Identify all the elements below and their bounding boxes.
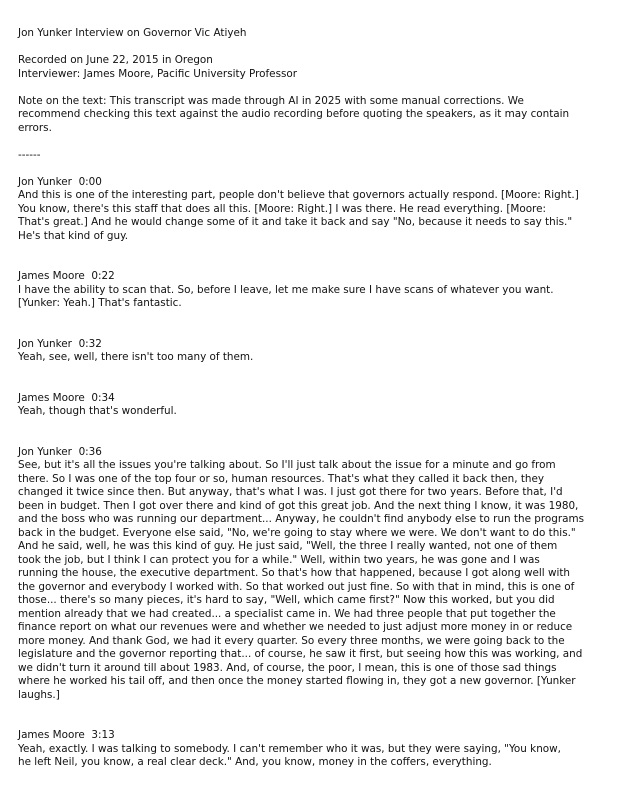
- timestamp: 0:32: [78, 337, 102, 350]
- segment-line: been in budget. Then I got over there and kind of got this great job. And the next thing I know, it was 1980,: [18, 499, 579, 512]
- recorded-date: Recorded on June 22, 2015 in Oregon: [18, 54, 213, 66]
- speaker-heading: [18, 270, 608, 284]
- segment-line: laughs.]: [18, 688, 60, 701]
- timestamp: 3:13: [91, 729, 115, 741]
- transcript-segment: [18, 392, 608, 419]
- segment-line: And he said, well, he was this kind of guy. He just said, "Well, the three I really wanted, not one of them: [18, 540, 558, 552]
- speaker-name: Jon Yunker: [18, 337, 72, 350]
- timestamp: 0:34: [91, 391, 115, 404]
- segment-line: finance report on what our revenues were and whether we needed to just adjust more money in or reduce: [18, 621, 573, 633]
- speaker-heading: [18, 176, 608, 190]
- segment-line: we didn't turn it around till about 1983. And, of course, the poor, I mean, this is one of those sad things: [18, 661, 557, 674]
- segment-line: He's that kind of guy.: [18, 229, 129, 242]
- speaker-name: James Moore: [18, 270, 85, 282]
- transcript-segment: [18, 446, 608, 703]
- segment-line: and the boss who was running our department... Anyway, he couldn't find anybody else to run the programs: [18, 513, 585, 525]
- document-title: Jon Yunker Interview on Governor Vic Atiyeh: [18, 27, 247, 39]
- segment-line: changed it twice since then. But anyway, that's what I was. I just got there for two years. Before that, I'd: [18, 486, 563, 498]
- recording-info: [18, 54, 608, 81]
- note-line: errors.: [18, 121, 52, 134]
- segment-line: That's great.] And he would change some of it and take it back and say "No, because it needs to say this.": [18, 216, 573, 228]
- speaker-name: James Moore: [18, 391, 85, 404]
- segment-line: And this is one of the interesting part, people don't believe that governors actually respond. [Moore: Right.]: [18, 189, 579, 201]
- segment-line: those... there's so many pieces, it's hard to say, "Well, which came first?" Now this worked, but you did: [18, 594, 555, 606]
- segment-line: there. So I was one of the top four or so, human resources. That's what they called it back then, they: [18, 472, 545, 485]
- segment-line: legislature and the governor reporting that... of course, he saw it first, but seeing how this was working, and: [18, 648, 583, 660]
- segment-line: back in the budget. Everyone else said, "No, we're going to stay where we were. We don't want to do this.": [18, 526, 576, 539]
- speaker-heading: [18, 338, 608, 352]
- segment-line: [Yunker: Yeah.] That's fantastic.: [18, 297, 182, 309]
- speaker-heading: [18, 729, 608, 743]
- segment-line: You know, there's this staff that does all this. [Moore: Right.] I was there. He read everything. [Moore:: [18, 202, 546, 215]
- note-line: recommend checking this text against the audio recording before quoting the speakers, as it may contain: [18, 108, 570, 120]
- segment-line: mention already that we had created... a specialist came in. We had three people that put together the: [18, 607, 556, 620]
- interviewer-line: Interviewer: James Moore, Pacific University Professor: [18, 67, 298, 80]
- transcript-page: [18, 27, 608, 770]
- transcript-segment: [18, 176, 608, 244]
- segment-line: he left Neil, you know, a real clear deck." And, you know, money in the coffers, everything.: [18, 756, 492, 768]
- speaker-name: Jon Yunker: [18, 445, 72, 458]
- segment-line: Yeah, exactly. I was talking to somebody. I can't remember who it was, but they were saying, "You know,: [18, 742, 561, 755]
- segment-line: where he worked his tail off, and then once the money started flowing in, they got a new governor. [Yunker: [18, 675, 576, 687]
- timestamp: 0:36: [78, 445, 102, 458]
- segment-line: took the job, but I think I can protect you for a while." Well, within two years, he was gone and I was: [18, 553, 540, 566]
- segment-line: running the house, the executive department. So that's how that happened, because I got along well with: [18, 567, 571, 579]
- speaker-name: James Moore: [18, 729, 85, 741]
- transcript-segment: [18, 270, 608, 311]
- segment-line: the governor and everybody I worked with. So that worked out just fine. So with that in mind, this is one of: [18, 580, 575, 593]
- separator: [18, 149, 608, 163]
- timestamp: 0:00: [78, 175, 102, 188]
- segment-line: Yeah, though that's wonderful.: [18, 405, 177, 417]
- segment-line: I have the ability to scan that. So, before I leave, let me make sure I have scans of whatever you want.: [18, 283, 554, 296]
- transcript-segment: [18, 338, 608, 365]
- transcript-segment: [18, 729, 608, 770]
- speaker-name: Jon Yunker: [18, 175, 72, 188]
- speaker-heading: [18, 392, 608, 406]
- document-header: [18, 27, 608, 41]
- note-line: Note on the text: This transcript was made through AI in 2025 with some manual corrections. We: [18, 94, 524, 107]
- segment-line: See, but it's all the issues you're talking about. So I'll just talk about the issue for a minute and go from: [18, 459, 556, 471]
- segment-line: more money. And thank God, we had it every quarter. So every three months, we were going back to the: [18, 634, 565, 647]
- separator-text: ------: [18, 148, 41, 161]
- timestamp: 0:22: [91, 270, 115, 282]
- speaker-heading: [18, 446, 608, 460]
- transcript-note: [18, 95, 608, 136]
- segment-line: Yeah, see, well, there isn't too many of them.: [18, 351, 254, 363]
